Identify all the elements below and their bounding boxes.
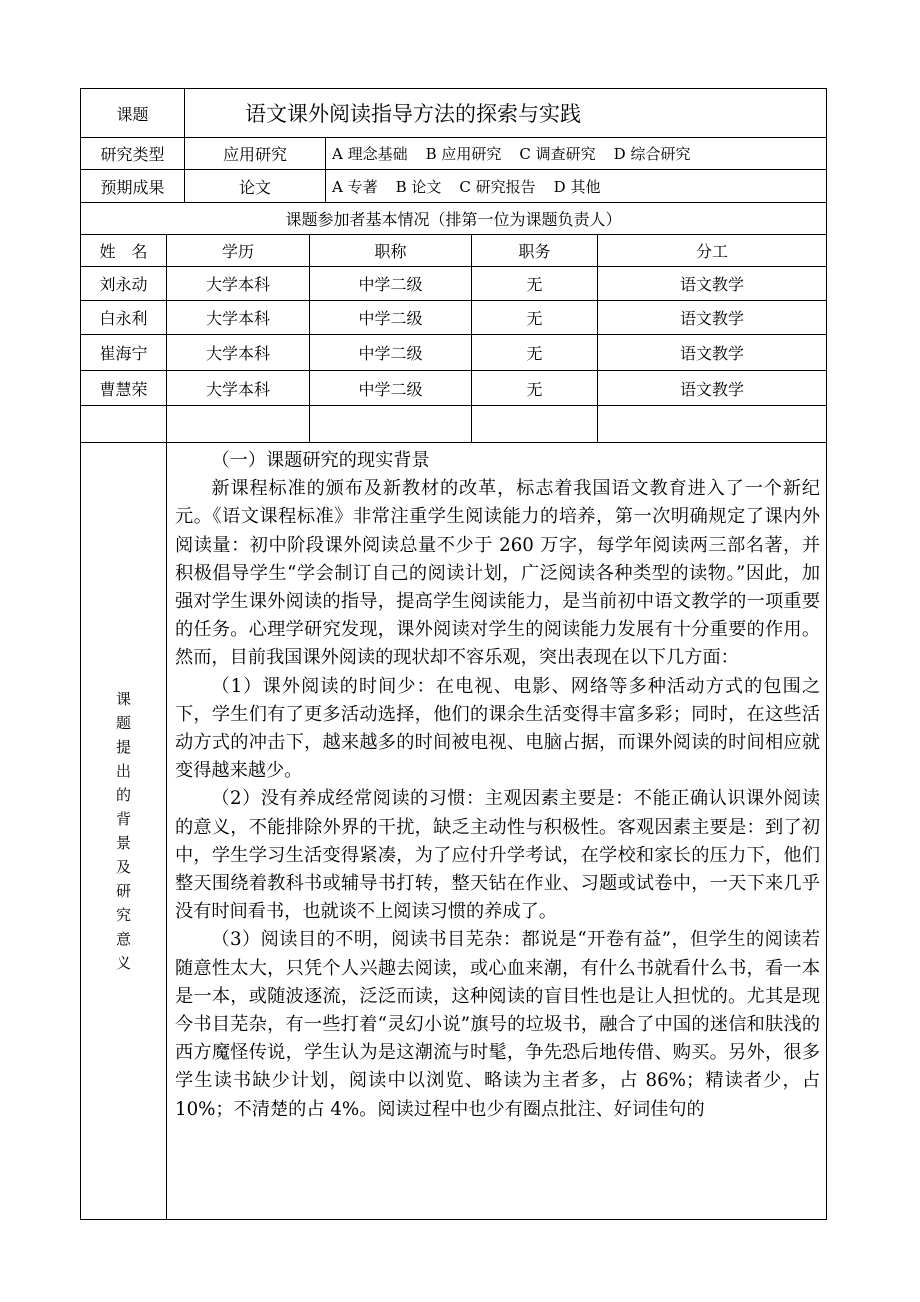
participant-title: 中学二级	[310, 371, 472, 406]
participant-title: 中学二级	[310, 301, 472, 335]
research-type-option: C 调查研究	[519, 145, 596, 163]
expected-result-row	[81, 170, 827, 203]
participants-header-row	[81, 235, 827, 267]
background-label-char: 及	[115, 858, 131, 876]
empty-cell	[167, 406, 310, 443]
header-name: 姓 名	[81, 235, 167, 267]
header-role: 分工	[598, 235, 827, 267]
participant-name: 白永利	[81, 301, 167, 335]
background-label-char: 研	[115, 882, 131, 900]
background-label	[81, 443, 167, 1220]
background-label-char: 题	[115, 714, 131, 732]
participant-position: 无	[472, 301, 598, 335]
background-paragraph: 新课程标准的颁布及新教材的改革，标志着我国语文教育进入了一个新纪元。《语文课程标准》非常注重学生阅读能力的培养，第一次明确规定了课内外阅读量：初中阶段课外阅读总量不少于 260 万字，每学年阅读两三部名著，并积极倡导学生“学会制订自己的阅读计划，广泛阅读各种类型的读物。”因此，加强对学生课外阅读的指导，提高学生阅读能力，是当前初中语文教学的一项重要的任务。心理学研究发现，课外阅读对学生的阅读能力发展有十分重要的作用。然而，目前我国课外阅读的现状却不容乐观，突出表现在以下几方面：	[175, 478, 821, 669]
participant-position: 无	[472, 371, 598, 406]
background-label-char: 出	[115, 762, 131, 780]
expected-result-options	[326, 170, 827, 203]
research-type-value: 应用研究	[185, 138, 326, 170]
participant-role: 语文教学	[598, 267, 827, 301]
background-heading: （一）课题研究的现实背景	[211, 450, 430, 471]
participant-role: 语文教学	[598, 335, 827, 371]
table-row	[81, 267, 827, 301]
header-education: 学历	[167, 235, 310, 267]
background-label-char: 提	[115, 738, 131, 756]
background-paragraph: （2）没有养成经常阅读的习惯：主观因素主要是：不能正确认识课外阅读的意义，不能排除外界的干扰，缺乏主动性与积极性。客观因素主要是：到了初中，学生学习生活变得紧凑，为了应付升学考试，在学校和家长的压力下，他们整天围绕着教科书或辅导书打转，整天钻在作业、习题或试卷中，一天下来几乎没有时间看书，也就谈不上阅读习惯的养成了。	[175, 788, 821, 923]
background-row	[81, 443, 827, 1220]
empty-row	[81, 406, 827, 443]
participant-position: 无	[472, 335, 598, 371]
expected-result-option: D 其他	[553, 177, 601, 196]
participant-education: 大学本科	[167, 267, 310, 301]
background-label-char: 意	[115, 930, 131, 948]
expected-result-option: A 专著	[332, 177, 378, 196]
table-row	[81, 371, 827, 406]
participant-role: 语文教学	[598, 371, 827, 406]
expected-result-label: 预期成果	[81, 170, 185, 203]
research-type-option: D 综合研究	[613, 145, 691, 163]
participant-role: 语文教学	[598, 301, 827, 335]
participant-name: 刘永动	[81, 267, 167, 301]
expected-result-value: 论文	[185, 170, 326, 203]
empty-cell	[472, 406, 598, 443]
expected-result-option: B 论文	[395, 177, 442, 196]
form-table	[80, 88, 827, 1220]
research-type-row	[81, 138, 827, 170]
background-label-char: 背	[115, 810, 131, 828]
participant-title: 中学二级	[310, 335, 472, 371]
background-label-char: 的	[115, 786, 131, 804]
background-content	[167, 443, 827, 1220]
research-type-options	[326, 138, 827, 170]
empty-cell	[598, 406, 827, 443]
participant-title: 中学二级	[310, 267, 472, 301]
research-type-option: A 理念基础	[332, 145, 408, 163]
background-label-char: 义	[115, 954, 131, 972]
header-position: 职务	[472, 235, 598, 267]
background-label-char: 课	[115, 690, 131, 708]
participant-name: 崔海宁	[81, 335, 167, 371]
participant-position: 无	[472, 267, 598, 301]
application-form	[80, 88, 826, 1220]
participant-name: 曹慧荣	[81, 371, 167, 406]
header-title: 职称	[310, 235, 472, 267]
participants-heading-row	[81, 203, 827, 235]
research-type-option: B 应用研究	[425, 145, 502, 163]
topic-label: 课题	[81, 89, 185, 138]
participants-heading: 课题参加者基本情况（排第一位为课题负责人）	[81, 203, 827, 235]
participant-education: 大学本科	[167, 335, 310, 371]
research-type-label: 研究类型	[81, 138, 185, 170]
table-row	[81, 301, 827, 335]
table-row	[81, 335, 827, 371]
background-paragraph: （3）阅读目的不明，阅读书目芜杂：都说是“开卷有益”，但学生的阅读若随意性太大，只凭个人兴趣去阅读，或心血来潮，有什么书就看什么书，看一本是一本，或随波逐流，泛泛而读，这种阅读的盲目性也是让人担忧的。尤其是现今书目芜杂，有一些打着“灵幻小说”旗号的垃圾书，融合了中国的迷信和肤浅的西方魔怪传说，学生认为是这潮流与时髦，争先恐后地传借、购买。另外，很多学生读书缺少计划，阅读中以浏览、略读为主者多，占 86%；精读者少，占 10%；不清楚的占 4%。阅读过程中也少有圈点批注、好词佳句的	[175, 929, 821, 1120]
empty-cell	[81, 406, 167, 443]
expected-result-option: C 研究报告	[459, 177, 536, 196]
topic-row	[81, 89, 827, 138]
background-paragraph: （1）课外阅读的时间少：在电视、电影、网络等多种活动方式的包围之下，学生们有了更多活动选择，他们的课余生活变得丰富多彩；同时，在这些活动方式的冲击下，越来越多的时间被电视、电脑占据，而课外阅读的时间相应就变得越来越少。	[175, 675, 821, 782]
topic-title: 语文课外阅读指导方法的探索与实践	[185, 89, 827, 138]
empty-cell	[310, 406, 472, 443]
participant-education: 大学本科	[167, 301, 310, 335]
background-label-char: 究	[115, 906, 131, 924]
participant-education: 大学本科	[167, 371, 310, 406]
background-label-char: 景	[115, 834, 131, 852]
